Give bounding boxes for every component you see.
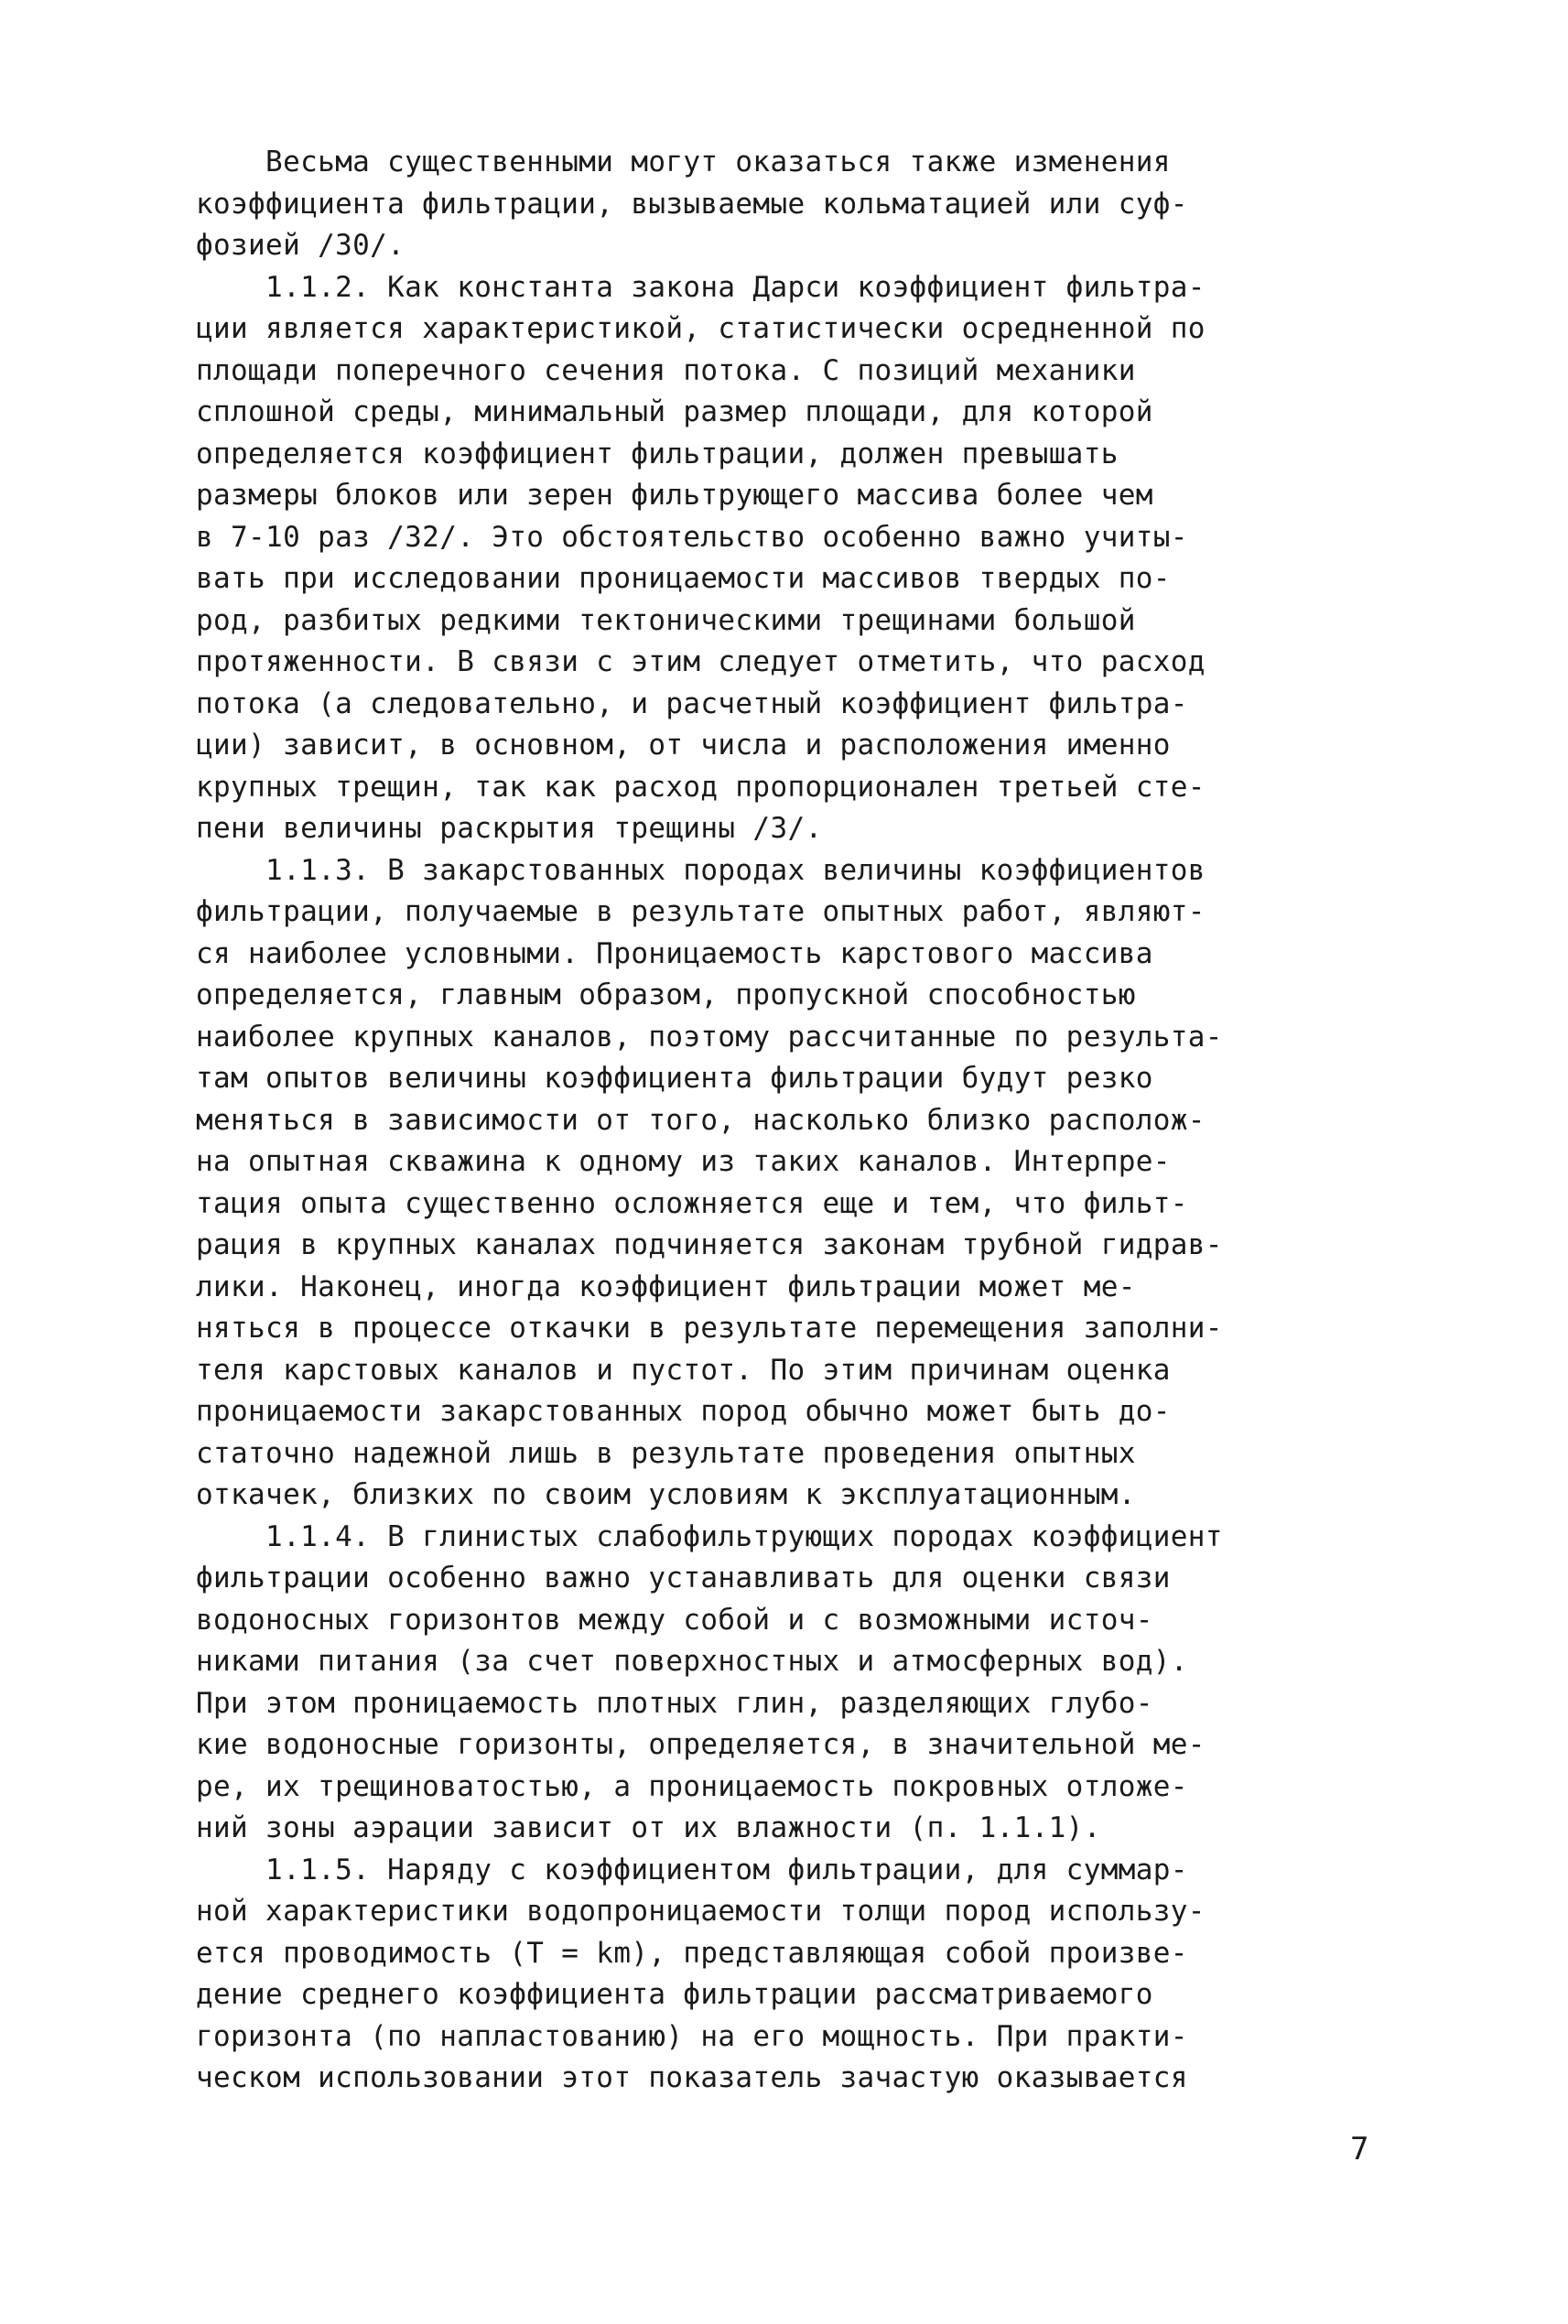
text-line: статочно надежной лишь в результате проведения опытных xyxy=(196,1436,1136,1470)
text-line: определяется коэффициент фильтрации, должен превышать xyxy=(196,437,1119,470)
text-line: крупных трещин, так как расход пропорционален третьей сте- xyxy=(196,770,1206,804)
page-number: 7 xyxy=(1350,2131,1369,2167)
paragraph xyxy=(196,850,1395,1517)
text-line: ется проводимость (T = km), представляющая собой произве- xyxy=(196,1936,1188,1970)
text-line: откачек, близких по своим условиям к эксплуатационным. xyxy=(196,1478,1136,1511)
text-line: род, разбитых редкими тектоническими трещинами большой xyxy=(196,603,1136,637)
text-line: вать при исследовании проницаемости массивов твердых по- xyxy=(196,562,1171,595)
text-line: ся наиболее условными. Проницаемость карстового массива xyxy=(196,936,1153,970)
text-line: 1.1.5. Наряду с коэффициентом фильтрации, для суммар- xyxy=(196,1853,1188,1886)
text-line: фозией /30/. xyxy=(196,229,406,262)
text-line: протяженности. В связи с этим следует отметить, что расход xyxy=(196,645,1206,678)
text-line: в 7-10 раз /32/. Это обстоятельство особенно важно учиты- xyxy=(196,520,1188,554)
text-line: проницаемости закарстованных пород обычно может быть до- xyxy=(196,1395,1171,1428)
text-line: ции) зависит, в основном, от числа и расположения именно xyxy=(196,729,1171,762)
text-line: ре, их трещиноватостью, а проницаемость покровных отложе- xyxy=(196,1769,1188,1803)
text-line: тация опыта существенно осложняется еще и тем, что фильт- xyxy=(196,1186,1188,1220)
text-line: 1.1.3. В закарстованных породах величины коэффициентов xyxy=(196,853,1206,887)
text-line: там опытов величины коэффициента фильтрации будут резко xyxy=(196,1062,1153,1095)
text-line: фильтрации особенно важно устанавливать для оценки связи xyxy=(196,1562,1171,1594)
paragraph xyxy=(196,267,1395,850)
text-line: сплошной среды, минимальный размер площади, для которой xyxy=(196,395,1153,428)
text-line: лики. Наконец, иногда коэффициент фильтрации может ме- xyxy=(196,1270,1136,1303)
text-line: потока (а следовательно, и расчетный коэффициент фильтра- xyxy=(196,686,1188,720)
text-line: Весьма существенными могут оказаться также изменения xyxy=(196,146,1171,178)
text-line: горизонта (по напластованию) на его мощность. При практи- xyxy=(196,2019,1188,2053)
paragraph xyxy=(196,142,1395,267)
text-line: пени величины раскрытия трещины /3/. xyxy=(196,812,823,845)
text-line: дение среднего коэффициента фильтрации рассматриваемого xyxy=(196,1978,1153,2011)
text-line: фильтрации, получаемые в результате опытных работ, являют- xyxy=(196,895,1206,928)
body-text xyxy=(196,142,1395,2100)
text-line: кие водоносные горизонты, определяется, в значительной ме- xyxy=(196,1728,1206,1761)
text-line: на опытная скважина к одному из таких каналов. Интерпре- xyxy=(196,1145,1171,1178)
text-line: размеры блоков или зерен фильтрующего массива более чем xyxy=(196,479,1153,512)
text-line: При этом проницаемость плотных глин, разделяющих глубо- xyxy=(196,1686,1153,1720)
text-line: определяется, главным образом, пропускной способностью xyxy=(196,978,1136,1011)
text-line: ной характеристики водопроницаемости толщи пород использу- xyxy=(196,1895,1206,1928)
text-line: ний зоны аэрации зависит от их влажности (п. 1.1.1). xyxy=(196,1811,1101,1844)
text-line: площади поперечного сечения потока. С позиций механики xyxy=(196,353,1136,387)
text-line: наиболее крупных каналов, поэтому рассчитанные по результа- xyxy=(196,1020,1223,1054)
text-line: водоносных горизонтов между собой и с возможными источ- xyxy=(196,1603,1153,1637)
text-line: ческом использовании этот показатель зачастую оказывается xyxy=(196,2061,1188,2094)
text-line: ции является характеристикой, статистически осредненной по xyxy=(196,312,1206,345)
text-line: меняться в зависимости от того, насколько близко располож- xyxy=(196,1103,1206,1137)
paragraph xyxy=(196,1850,1395,2100)
text-line: никами питания (за счет поверхностных и атмосферных вод). xyxy=(196,1645,1188,1678)
text-line: 1.1.4. В глинистых слабофильтрующих породах коэффициент xyxy=(196,1519,1223,1553)
text-line: рация в крупных каналах подчиняется законам трубной гидрав- xyxy=(196,1228,1223,1261)
paragraph xyxy=(196,1517,1395,1850)
text-line: коэффициента фильтрации, вызываемые кольматацией или суф- xyxy=(196,187,1188,221)
text-line: теля карстовых каналов и пустот. По этим причинам оценка xyxy=(196,1353,1171,1387)
text-line: няться в процессе откачки в результате перемещения заполни- xyxy=(196,1312,1223,1345)
text-line: 1.1.2. Как константа закона Дарси коэффициент фильтра- xyxy=(196,270,1206,304)
